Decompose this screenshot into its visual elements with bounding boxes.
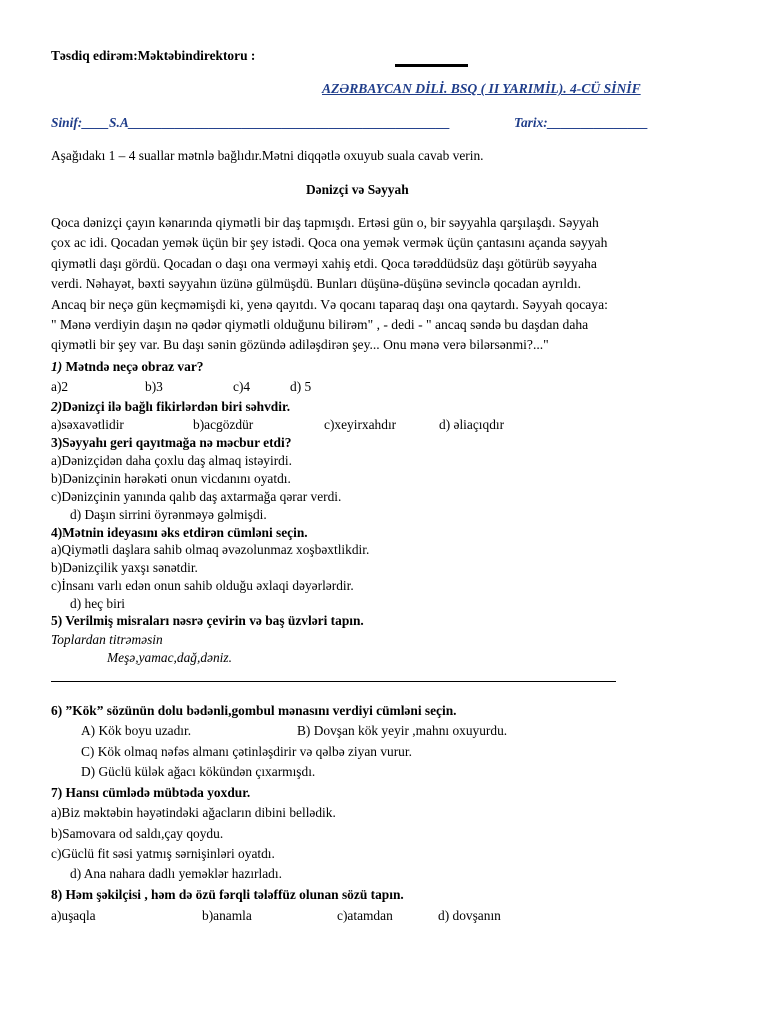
question-8: 8) Həm şəkilçisi , həm də özü fərqli tələffüz olunan sözü tapın. bbox=[51, 887, 404, 902]
q1-option-b[interactable]: b)3 bbox=[145, 379, 163, 394]
story-line: verdi. Nəhayət, bəxti səyyahın üzünə gülmüşdü. Bunları düşünə-düşünə sevinclə qocadan ayrıldı. bbox=[51, 276, 582, 292]
question-3: 3)Səyyahı geri qayıtmağa nə məcbur etdi? bbox=[51, 435, 292, 450]
q4-option-b[interactable]: b)Dənizçilik yaxşı sənətdir. bbox=[51, 560, 198, 575]
q6-option-d[interactable]: D) Güclü külək ağacı kökündən çıxarmışdı. bbox=[81, 764, 316, 779]
poem-line-1: Toplardan titrəməsin bbox=[51, 632, 163, 647]
date-field: Tarix:_______________ bbox=[514, 115, 649, 130]
q1-option-c[interactable]: c)4 bbox=[233, 379, 251, 394]
q6-option-b[interactable]: B) Dovşan kök yeyir ,mahnı oxuyurdu. bbox=[297, 723, 508, 738]
story-text bbox=[51, 213, 676, 356]
q3-option-c[interactable]: c)Dənizçinin yanında qalıb daş axtarmağa qərar verdi. bbox=[51, 489, 342, 504]
poem-line-2: Meşə,yamac,dağ,dəniz. bbox=[107, 650, 232, 665]
story-line: Qoca dənizçi çayın kənarında qiymətli bir daş tapmışdı. Ertəsi gün o, bir səyyahla qarşılaşdı. Səyyah bbox=[51, 215, 599, 230]
q2-option-c[interactable]: c)xeyirxahdır bbox=[324, 417, 397, 432]
q3-option-b[interactable]: b)Dənizçinin hərəkəti onun vicdanını oyatdı. bbox=[51, 471, 291, 486]
story-line: qiymətli bir şey var. Bu daşı sənin gözündə adiləşdirən şey... Onu mənə verə bilərsənmi?..." bbox=[51, 337, 549, 353]
q4-option-d[interactable]: d) heç biri bbox=[70, 596, 126, 611]
question-4: 4)Mətnin ideyasını əks etdirən cümləni seçin. bbox=[51, 525, 308, 540]
q7-option-c[interactable]: c)Güclü fit səsi yatmış sərnişinləri oyatdı. bbox=[51, 846, 275, 861]
question-number: 1) bbox=[51, 359, 63, 374]
story-line: qiymətli daşı gördü. Qocadan o daşı ona verməyi xahiş etdi. Qoca tərəddüdsüz daşı götürüb səyyaha bbox=[51, 255, 597, 271]
class-field: Sinif:____S.A________________________________________________ bbox=[51, 115, 451, 130]
q8-option-a[interactable]: a)uşaqla bbox=[51, 908, 96, 923]
q1-option-d[interactable]: d) 5 bbox=[290, 379, 312, 394]
q6-option-a[interactable]: A) Kök boyu uzadır. bbox=[81, 723, 192, 738]
instruction: Aşağıdakı 1 – 4 suallar mətnlə bağlıdır.Mətni diqqətlə oxuyub suala cavab verin. bbox=[51, 148, 484, 163]
question-5: 5) Verilmiş misraları nəsrə çevirin və baş üzvləri tapın. bbox=[51, 613, 364, 628]
question-text: Dənizçi ilə bağlı fikirlərdən biri səhvdir. bbox=[62, 399, 291, 414]
q2-option-a[interactable]: a)səxavətlidir bbox=[51, 417, 124, 432]
q4-option-a[interactable]: a)Qiymətli daşlara sahib olmaq əvəzolunmaz xoşbəxtlikdir. bbox=[51, 542, 370, 557]
q7-option-d[interactable]: d) Ana nahara dadlı yeməklər hazırladı. bbox=[70, 866, 282, 881]
q2-option-d[interactable]: d) əliaçıqdır bbox=[439, 417, 505, 432]
q4-option-c[interactable]: c)İnsanı varlı edən onun sahib olduğu əxlaqi dəyərlərdir. bbox=[51, 578, 354, 593]
question-2 bbox=[51, 399, 290, 415]
q2-option-b[interactable]: b)acgözdür bbox=[193, 417, 254, 432]
q8-option-c[interactable]: c)atamdan bbox=[337, 908, 393, 923]
story-title: Dənizçi və Səyyah bbox=[306, 182, 409, 197]
approval-line: Təsdiq edirəm:Məktəbindirektoru : bbox=[51, 48, 256, 63]
story-line: " Mənə verdiyin daşın nə qədər qiymətli olduğunu bilirəm" , - dedi - " ancaq səndə bu daşdan daha bbox=[51, 317, 589, 333]
q7-option-b[interactable]: b)Samovara od saldı,çay qoydu. bbox=[51, 826, 224, 841]
story-line: Ancaq bir neçə gün keçməmişdi ki, yenə qayıtdı. Və qocanı taparaq daşı ona qaytardı. Səyyah qocaya: bbox=[51, 296, 608, 312]
page-title: AZƏRBAYCAN DİLİ. BSQ ( II YARIMİL). 4-CÜ SİNİF bbox=[322, 81, 641, 96]
q1-option-a[interactable]: a)2 bbox=[51, 379, 69, 394]
q8-option-b[interactable]: b)anamla bbox=[202, 908, 252, 923]
question-1 bbox=[51, 359, 203, 375]
q6-option-c[interactable]: C) Kök olmaq nəfəs almanı çətinləşdirir və qəlbə ziyan vurur. bbox=[81, 744, 412, 759]
question-6: 6) ”Kök” sözünün dolu bədənli,gombul mənasını verdiyi cümləni seçin. bbox=[51, 703, 457, 718]
q8-option-d[interactable]: d) dovşanın bbox=[438, 908, 501, 923]
q3-option-d[interactable]: d) Daşın sirrini öyrənməyə gəlmişdi. bbox=[70, 507, 267, 522]
question-text: Mətndə neçə obraz var? bbox=[62, 359, 204, 374]
q7-option-a[interactable]: a)Biz məktəbin həyətindəki ağacların dibini bellədik. bbox=[51, 805, 336, 820]
question-number: 2) bbox=[51, 399, 63, 414]
q3-option-a[interactable]: a)Dənizçidən daha çoxlu daş almaq istəyirdi. bbox=[51, 453, 292, 468]
story-line: çox ac idi. Qocadan yemək üçün bir şey istədi. Qoca ona yemək vermək üçün çantasını açanda səyyah bbox=[51, 235, 608, 251]
question-7: 7) Hansı cümlədə mübtəda yoxdur. bbox=[51, 785, 251, 800]
answer-line bbox=[51, 681, 616, 682]
signature-line bbox=[395, 64, 468, 67]
